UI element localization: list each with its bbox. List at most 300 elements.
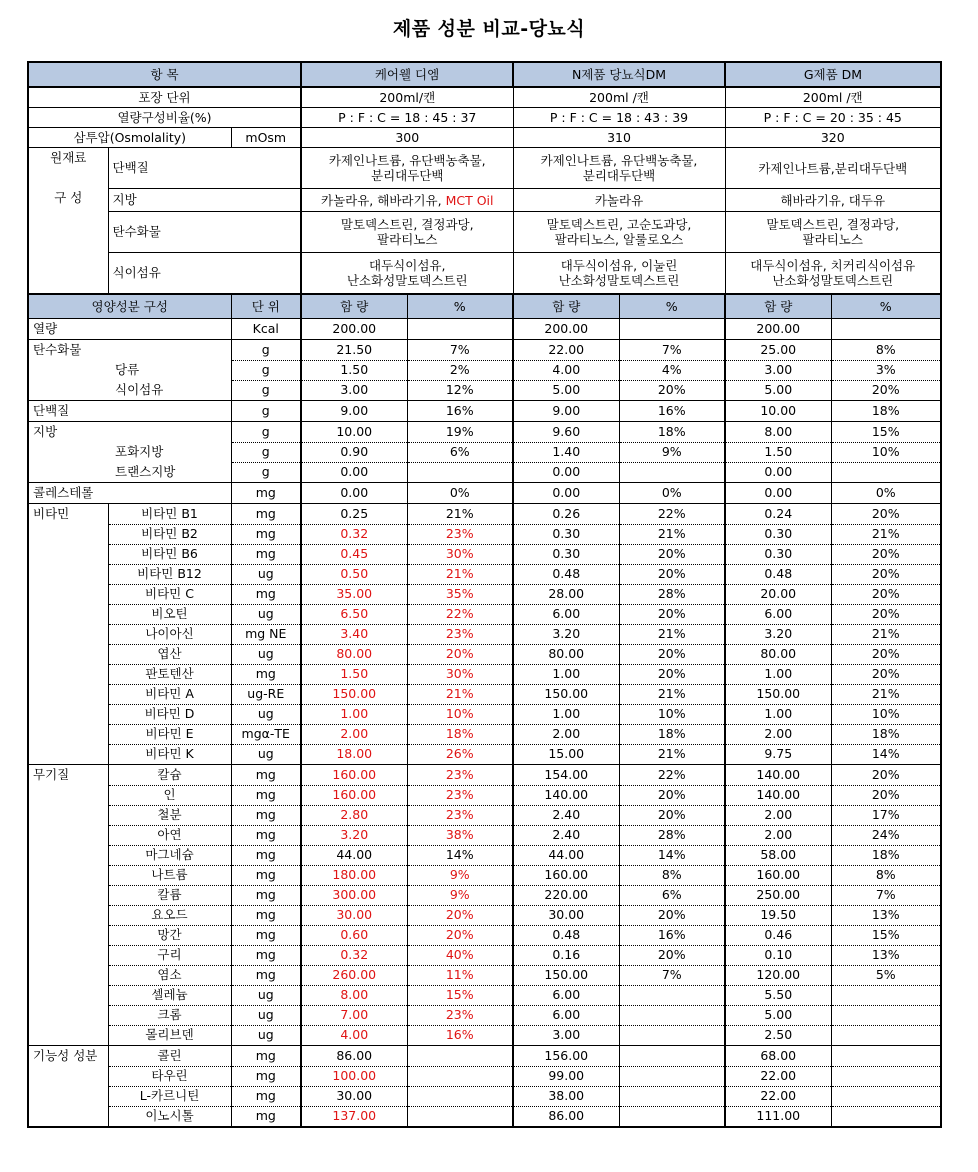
nutrient-amount: 0.45 — [301, 544, 407, 564]
nutrient-amount: 0.50 — [301, 564, 407, 584]
nutrient-percent: 20% — [619, 905, 725, 925]
nutrient-header-unit: 단 위 — [231, 294, 301, 319]
spec-label: 열량구성비율(%) — [28, 108, 301, 128]
nutrient-category — [28, 785, 108, 805]
nutrient-amount: 111.00 — [725, 1106, 831, 1127]
nutrient-amount: 0.48 — [513, 925, 619, 945]
nutrient-percent: 20% — [407, 644, 513, 664]
nutrient-amount: 22.00 — [725, 1086, 831, 1106]
nutrient-amount: 300.00 — [301, 885, 407, 905]
nutrient-category — [28, 1106, 108, 1127]
nutrient-amount: 19.50 — [725, 905, 831, 925]
nutrient-percent — [619, 1046, 725, 1067]
nutrient-amount: 0.30 — [725, 544, 831, 564]
nutrient-amount: 150.00 — [513, 684, 619, 704]
nutrient-name: 크롬 — [108, 1005, 231, 1025]
nutrient-percent: 20% — [619, 945, 725, 965]
nutrient-amount: 10.00 — [725, 401, 831, 422]
nutrient-name: 인 — [108, 785, 231, 805]
nutrient-percent — [831, 1086, 941, 1106]
nutrient-amount: 6.00 — [513, 985, 619, 1005]
nutrient-amount: 44.00 — [513, 845, 619, 865]
nutrient-unit: g — [231, 462, 301, 483]
nutrient-amount: 99.00 — [513, 1066, 619, 1086]
nutrient-percent — [831, 1046, 941, 1067]
ingredient-group-label — [28, 148, 108, 295]
header-product: G제품 DM — [725, 62, 941, 87]
nutrient-row — [28, 340, 941, 361]
nutrient-amount: 200.00 — [513, 319, 619, 340]
nutrient-amount: 6.00 — [513, 1005, 619, 1025]
nutrient-amount: 2.40 — [513, 825, 619, 845]
ingredient-value: 카놀라유, 해바라기유, MCT Oil — [301, 189, 513, 212]
nutrient-row — [28, 805, 941, 825]
nutrient-percent: 7% — [831, 885, 941, 905]
nutrient-amount: 0.90 — [301, 442, 407, 462]
nutrient-row — [28, 925, 941, 945]
nutrient-amount: 200.00 — [725, 319, 831, 340]
nutrient-amount: 3.20 — [725, 624, 831, 644]
nutrient-percent: 20% — [831, 380, 941, 401]
nutrient-percent: 21% — [407, 684, 513, 704]
nutrient-unit: ug — [231, 1025, 301, 1046]
nutrient-amount: 1.50 — [301, 360, 407, 380]
nutrient-amount: 80.00 — [513, 644, 619, 664]
nutrient-unit: mg — [231, 544, 301, 564]
nutrient-amount: 0.60 — [301, 925, 407, 945]
nutrient-amount: 15.00 — [513, 744, 619, 765]
nutrient-percent: 6% — [407, 442, 513, 462]
nutrient-name: 판토텐산 — [108, 664, 231, 684]
nutrient-amount: 160.00 — [301, 765, 407, 786]
nutrient-percent — [831, 1066, 941, 1086]
nutrient-unit: mg — [231, 925, 301, 945]
ingredient-row — [28, 148, 941, 189]
nutrient-row — [28, 1106, 941, 1127]
nutrient-percent: 0% — [619, 483, 725, 504]
nutrient-percent: 20% — [619, 564, 725, 584]
nutrient-percent: 20% — [831, 604, 941, 624]
nutrient-name: 비타민 B6 — [108, 544, 231, 564]
nutrient-unit: mg NE — [231, 624, 301, 644]
nutrient-header-pct: % — [619, 294, 725, 319]
nutrient-amount: 3.40 — [301, 624, 407, 644]
nutrient-category — [28, 925, 108, 945]
nutrient-percent — [831, 985, 941, 1005]
nutrient-row — [28, 1025, 941, 1046]
nutrient-name: 염소 — [108, 965, 231, 985]
nutrient-amount: 86.00 — [301, 1046, 407, 1067]
nutrient-amount: 0.00 — [301, 483, 407, 504]
nutrient-unit: mg — [231, 765, 301, 786]
nutrient-percent — [619, 1086, 725, 1106]
nutrient-row — [28, 1046, 941, 1067]
nutrient-row — [28, 524, 941, 544]
nutrient-amount: 22.00 — [725, 1066, 831, 1086]
nutrient-amount: 140.00 — [725, 785, 831, 805]
nutrient-amount: 58.00 — [725, 845, 831, 865]
nutrient-percent: 2% — [407, 360, 513, 380]
nutrient-unit: mg — [231, 1086, 301, 1106]
nutrient-category: 단백질 — [28, 401, 231, 422]
nutrient-unit: ug — [231, 604, 301, 624]
nutrient-percent — [407, 319, 513, 340]
nutrient-percent: 21% — [831, 684, 941, 704]
nutrient-percent: 21% — [619, 524, 725, 544]
nutrient-percent: 10% — [407, 704, 513, 724]
nutrient-percent: 22% — [407, 604, 513, 624]
nutrient-percent: 14% — [831, 744, 941, 765]
nutrient-amount: 3.00 — [513, 1025, 619, 1046]
nutrient-percent: 4% — [619, 360, 725, 380]
nutrient-percent: 38% — [407, 825, 513, 845]
nutrient-percent: 8% — [619, 865, 725, 885]
nutrient-header-row — [28, 294, 941, 319]
nutrient-percent: 21% — [831, 624, 941, 644]
nutrient-percent: 20% — [831, 584, 941, 604]
nutrient-amount: 0.10 — [725, 945, 831, 965]
nutrient-row — [28, 965, 941, 985]
spec-value: 200ml /캔 — [725, 87, 941, 108]
nutrient-row — [28, 744, 941, 765]
nutrient-name: 셀레늄 — [108, 985, 231, 1005]
nutrient-amount: 2.80 — [301, 805, 407, 825]
nutrient-unit: g — [231, 422, 301, 443]
nutrient-unit: g — [231, 401, 301, 422]
nutrient-unit: mg — [231, 1066, 301, 1086]
spec-row — [28, 108, 941, 128]
nutrient-percent: 35% — [407, 584, 513, 604]
nutrient-amount: 3.20 — [513, 624, 619, 644]
nutrient-category — [28, 885, 108, 905]
ingredient-label: 단백질 — [108, 148, 301, 189]
nutrient-amount: 9.60 — [513, 422, 619, 443]
ingredient-group-label-2: 구 성 — [54, 190, 83, 205]
nutrient-amount: 35.00 — [301, 584, 407, 604]
nutrient-percent: 14% — [407, 845, 513, 865]
nutrient-percent — [407, 1066, 513, 1086]
nutrient-category — [28, 564, 108, 584]
nutrient-amount: 140.00 — [725, 765, 831, 786]
nutrient-amount: 0.46 — [725, 925, 831, 945]
nutrient-unit: mg — [231, 825, 301, 845]
spec-row — [28, 87, 941, 108]
nutrient-row — [28, 885, 941, 905]
ingredient-value: 대두식이섬유, 치커리식이섬유 난소화성말토덱스트린 — [725, 253, 941, 295]
nutrient-percent: 15% — [831, 422, 941, 443]
nutrient-header-amount: 함 량 — [301, 294, 407, 319]
nutrient-percent — [407, 1046, 513, 1067]
nutrient-amount: 30.00 — [301, 905, 407, 925]
ingredient-value: 말토덱스트린, 고순도과당, 팔라티노스, 알룰로오스 — [513, 212, 725, 253]
nutrient-name: 트랜스지방 — [28, 462, 231, 483]
nutrient-amount: 0.16 — [513, 945, 619, 965]
nutrient-percent: 9% — [407, 865, 513, 885]
nutrient-percent: 22% — [619, 765, 725, 786]
nutrient-name: 요오드 — [108, 905, 231, 925]
nutrient-category — [28, 544, 108, 564]
nutrient-category: 기능성 성분 — [28, 1046, 108, 1067]
nutrient-category — [28, 1025, 108, 1046]
nutrient-percent: 23% — [407, 624, 513, 644]
nutrient-amount: 1.00 — [725, 664, 831, 684]
nutrient-amount: 30.00 — [301, 1086, 407, 1106]
nutrient-header-label: 영양성분 구성 — [28, 294, 231, 319]
nutrient-amount: 150.00 — [513, 965, 619, 985]
nutrient-percent: 23% — [407, 524, 513, 544]
nutrient-unit: g — [231, 340, 301, 361]
nutrient-row — [28, 945, 941, 965]
nutrient-percent: 20% — [407, 925, 513, 945]
nutrient-category — [28, 905, 108, 925]
nutrient-category — [28, 744, 108, 765]
nutrient-percent: 18% — [831, 724, 941, 744]
spec-value: 200ml/캔 — [301, 87, 513, 108]
nutrient-percent: 21% — [407, 504, 513, 525]
nutrient-name: 비타민 B12 — [108, 564, 231, 584]
nutrient-unit: mg — [231, 584, 301, 604]
nutrient-percent: 13% — [831, 945, 941, 965]
nutrient-unit: mg — [231, 965, 301, 985]
nutrient-amount: 0.26 — [513, 504, 619, 525]
ingredient-row — [28, 189, 941, 212]
nutrient-percent: 20% — [407, 905, 513, 925]
nutrient-percent: 7% — [407, 340, 513, 361]
ingredient-row — [28, 253, 941, 295]
nutrient-percent: 9% — [407, 885, 513, 905]
nutrient-category — [28, 865, 108, 885]
nutrient-percent: 28% — [619, 584, 725, 604]
nutrient-amount: 0.48 — [513, 564, 619, 584]
nutrient-amount: 250.00 — [725, 885, 831, 905]
ingredient-value: 말토덱스트린, 결정과당, 팔라티노스 — [301, 212, 513, 253]
nutrient-amount: 1.40 — [513, 442, 619, 462]
mct-oil-highlight: MCT Oil — [445, 192, 494, 208]
nutrient-amount: 10.00 — [301, 422, 407, 443]
nutrient-percent — [831, 1005, 941, 1025]
nutrient-row — [28, 1066, 941, 1086]
nutrient-amount: 8.00 — [725, 422, 831, 443]
nutrient-name: 식이섬유 — [28, 380, 231, 401]
nutrient-row — [28, 704, 941, 724]
nutrient-row — [28, 604, 941, 624]
nutrient-name: 비타민 E — [108, 724, 231, 744]
nutrient-percent — [619, 985, 725, 1005]
nutrient-name: 몰리브덴 — [108, 1025, 231, 1046]
nutrient-unit: mg — [231, 483, 301, 504]
nutrient-percent: 16% — [407, 1025, 513, 1046]
nutrient-amount: 2.00 — [725, 825, 831, 845]
nutrient-amount: 80.00 — [301, 644, 407, 664]
ingredient-value: 대두식이섬유, 이눌린 난소화성말토덱스트린 — [513, 253, 725, 295]
nutrient-name: 비타민 B1 — [108, 504, 231, 525]
nutrient-percent: 8% — [831, 340, 941, 361]
nutrient-amount: 9.00 — [513, 401, 619, 422]
nutrient-percent: 20% — [831, 644, 941, 664]
nutrient-amount: 160.00 — [725, 865, 831, 885]
nutrient-percent: 20% — [831, 564, 941, 584]
nutrient-percent: 0% — [407, 483, 513, 504]
spec-unit: mOsm — [231, 128, 301, 148]
nutrient-row — [28, 401, 941, 422]
header-item: 항 목 — [28, 62, 301, 87]
nutrient-unit: ug — [231, 744, 301, 765]
nutrient-percent: 20% — [831, 544, 941, 564]
nutrient-amount: 0.00 — [513, 462, 619, 483]
nutrient-amount: 5.00 — [725, 380, 831, 401]
nutrient-category — [28, 724, 108, 744]
ingredient-value: 카제인나트륨, 유단백농축물, 분리대두단백 — [513, 148, 725, 189]
nutrient-amount: 4.00 — [513, 360, 619, 380]
nutrient-amount: 2.00 — [725, 724, 831, 744]
nutrient-amount: 140.00 — [513, 785, 619, 805]
nutrient-category — [28, 985, 108, 1005]
nutrient-percent: 20% — [619, 380, 725, 401]
nutrient-amount: 3.00 — [301, 380, 407, 401]
nutrient-amount: 1.50 — [301, 664, 407, 684]
nutrient-category — [28, 584, 108, 604]
nutrient-percent: 21% — [831, 524, 941, 544]
nutrient-unit: mg — [231, 664, 301, 684]
nutrient-amount: 7.00 — [301, 1005, 407, 1025]
nutrient-unit: ug — [231, 1005, 301, 1025]
nutrient-header-amount: 함 량 — [513, 294, 619, 319]
nutrient-unit: mg — [231, 885, 301, 905]
nutrient-percent: 21% — [619, 684, 725, 704]
nutrient-percent: 14% — [619, 845, 725, 865]
nutrient-amount: 30.00 — [513, 905, 619, 925]
nutrient-amount: 154.00 — [513, 765, 619, 786]
nutrient-category — [28, 825, 108, 845]
nutrient-percent: 23% — [407, 785, 513, 805]
nutrient-amount: 0.24 — [725, 504, 831, 525]
ingredient-value: 말토덱스트린, 결정과당, 팔라티노스 — [725, 212, 941, 253]
nutrient-percent: 5% — [831, 965, 941, 985]
nutrient-percent: 11% — [407, 965, 513, 985]
nutrient-percent: 17% — [831, 805, 941, 825]
nutrient-amount: 137.00 — [301, 1106, 407, 1127]
ingredient-label: 탄수화물 — [108, 212, 301, 253]
spec-value: 320 — [725, 128, 941, 148]
nutrient-amount: 1.00 — [513, 664, 619, 684]
nutrient-row — [28, 462, 941, 483]
nutrient-amount: 160.00 — [301, 785, 407, 805]
nutrient-percent: 18% — [831, 401, 941, 422]
ingredient-row — [28, 212, 941, 253]
nutrient-row — [28, 644, 941, 664]
spec-value: 200ml /캔 — [513, 87, 725, 108]
nutrient-unit: g — [231, 442, 301, 462]
nutrient-row — [28, 785, 941, 805]
nutrient-amount: 1.00 — [513, 704, 619, 724]
nutrient-percent: 20% — [619, 644, 725, 664]
nutrient-unit: mg — [231, 1046, 301, 1067]
nutrient-percent: 20% — [619, 664, 725, 684]
nutrient-percent: 23% — [407, 805, 513, 825]
nutrient-name: 이노시톨 — [108, 1106, 231, 1127]
ingredient-value: 해바라기유, 대두유 — [725, 189, 941, 212]
spec-label: 포장 단위 — [28, 87, 301, 108]
nutrient-amount: 0.48 — [725, 564, 831, 584]
nutrient-amount: 44.00 — [301, 845, 407, 865]
nutrient-row — [28, 664, 941, 684]
nutrient-amount: 22.00 — [513, 340, 619, 361]
nutrient-percent: 20% — [619, 805, 725, 825]
nutrient-amount: 9.75 — [725, 744, 831, 765]
nutrient-percent — [831, 1106, 941, 1127]
nutrient-percent — [831, 462, 941, 483]
nutrient-category — [28, 965, 108, 985]
nutrient-percent: 20% — [831, 504, 941, 525]
nutrient-amount: 220.00 — [513, 885, 619, 905]
nutrient-name: 나이아신 — [108, 624, 231, 644]
nutrient-percent: 20% — [619, 604, 725, 624]
nutrient-percent — [619, 1106, 725, 1127]
nutrient-name: 비타민 C — [108, 584, 231, 604]
nutrient-percent: 18% — [619, 724, 725, 744]
nutrient-category — [28, 644, 108, 664]
nutrient-row — [28, 905, 941, 925]
nutrient-percent: 20% — [831, 765, 941, 786]
nutrient-amount: 260.00 — [301, 965, 407, 985]
nutrient-name: 비타민 B2 — [108, 524, 231, 544]
nutrient-percent: 24% — [831, 825, 941, 845]
nutrient-amount: 25.00 — [725, 340, 831, 361]
nutrient-name: 비타민 K — [108, 744, 231, 765]
nutrient-amount: 0.00 — [301, 462, 407, 483]
nutrient-row — [28, 584, 941, 604]
nutrient-unit: mg — [231, 865, 301, 885]
nutrient-percent — [619, 1025, 725, 1046]
nutrient-name: 포화지방 — [28, 442, 231, 462]
spec-value: P : F : C = 18 : 45 : 37 — [301, 108, 513, 128]
nutrient-percent: 28% — [619, 825, 725, 845]
nutrient-percent — [619, 1066, 725, 1086]
nutrient-category — [28, 604, 108, 624]
nutrient-amount: 0.00 — [725, 462, 831, 483]
spec-value: 310 — [513, 128, 725, 148]
nutrient-percent: 8% — [831, 865, 941, 885]
nutrient-name: 망간 — [108, 925, 231, 945]
nutrient-percent: 20% — [619, 544, 725, 564]
nutrient-amount: 1.50 — [725, 442, 831, 462]
nutrient-percent: 18% — [619, 422, 725, 443]
nutrient-name: 비타민 D — [108, 704, 231, 724]
nutrient-category — [28, 805, 108, 825]
nutrient-category: 비타민 — [28, 504, 108, 525]
nutrient-amount: 200.00 — [301, 319, 407, 340]
nutrient-amount: 2.00 — [725, 805, 831, 825]
nutrient-percent — [619, 462, 725, 483]
nutrient-row — [28, 845, 941, 865]
nutrient-amount: 6.00 — [513, 604, 619, 624]
nutrient-amount: 5.00 — [725, 1005, 831, 1025]
nutrient-percent — [831, 1025, 941, 1046]
nutrient-row — [28, 504, 941, 525]
nutrient-amount: 0.32 — [301, 524, 407, 544]
nutrient-header-pct: % — [407, 294, 513, 319]
nutrient-percent: 6% — [619, 885, 725, 905]
spec-value: P : F : C = 18 : 43 : 39 — [513, 108, 725, 128]
nutrient-name: 타우린 — [108, 1066, 231, 1086]
nutrient-amount: 2.40 — [513, 805, 619, 825]
nutrient-row — [28, 624, 941, 644]
nutrient-amount: 156.00 — [513, 1046, 619, 1067]
nutrient-unit: mg — [231, 1106, 301, 1127]
nutrient-percent: 22% — [619, 504, 725, 525]
nutrient-amount: 3.00 — [725, 360, 831, 380]
nutrient-name: 엽산 — [108, 644, 231, 664]
